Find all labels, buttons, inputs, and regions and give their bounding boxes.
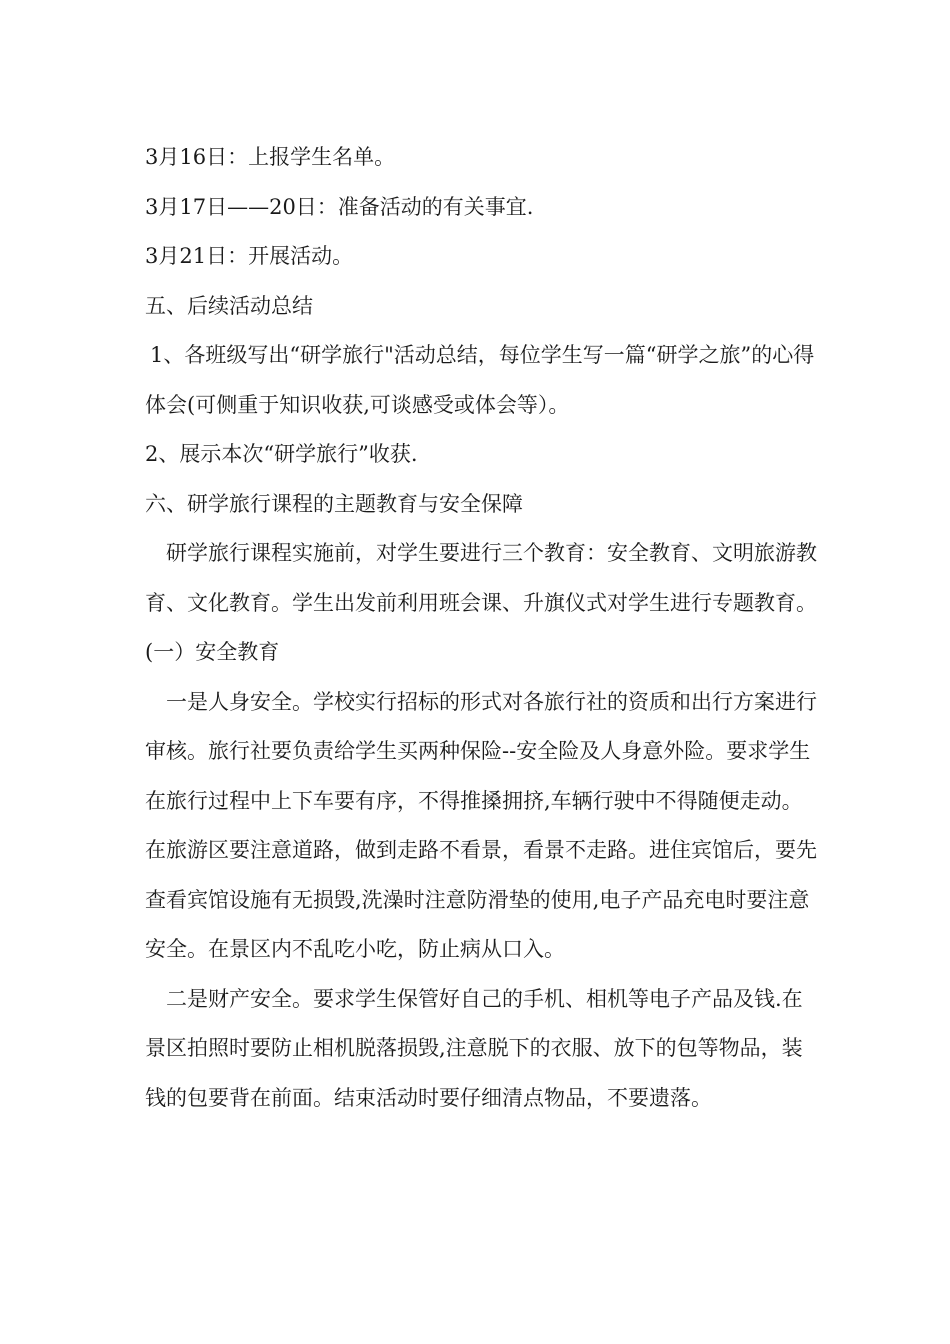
- section-heading-5: 五、后续活动总结: [145, 293, 313, 318]
- education-intro-paragraph: 研学旅行课程实施前，对学生要进行三个教育：安全教育、文明旅游教育、文化教育。学生出发前利用班会课、升旗仪式对学生进行专题教育。: [145, 541, 817, 615]
- schedule-line-mar21: 3月21日：开展活动。: [145, 244, 354, 268]
- document-body: [145, 133, 820, 1123]
- section-heading-6: 六、研学旅行课程的主题教育与安全保障: [145, 491, 523, 516]
- schedule-line-mar17-20: 3月17日——20日：准备活动的有关事宜.: [145, 194, 534, 219]
- subsection-heading-safety: (一）安全教育: [145, 640, 280, 664]
- personal-safety-paragraph: 一是人身安全。学校实行招标的形式对各旅行社的资质和出行方案进行审核。旅行社要负责给学生买两种保险--安全险及人身意外险。要求学生在旅行过程中上下车要有序，不得推搡拥挤,车辆行驶中不得随便走动。在旅游区要注意道路，做到走路不看景，看景不走路。进住宾馆后，要先查看宾馆设施有无损毁,洗澡时注意防滑垫的使用,电子产品充电时要注意安全。在景区内不乱吃小吃，防止病从口入。: [145, 689, 817, 961]
- schedule-line-mar16: 3月16日：上报学生名单。: [145, 145, 396, 169]
- summary-item-2: 2、展示本次“研学旅行”收获.: [145, 442, 418, 466]
- property-safety-paragraph: 二是财产安全。要求学生保管好自己的手机、相机等电子产品及钱.在景区拍照时要防止相机脱落损毁,注意脱下的衣服、放下的包等物品，装钱的包要背在前面。结束活动时要仔细清点物品，不要遗落。: [145, 986, 803, 1110]
- summary-item-1: 1、各班级写出“研学旅行"活动总结，每位学生写一篇“研学之旅”的心得体会(可侧重于知识收获,可谈感受或体会等）。: [145, 343, 815, 417]
